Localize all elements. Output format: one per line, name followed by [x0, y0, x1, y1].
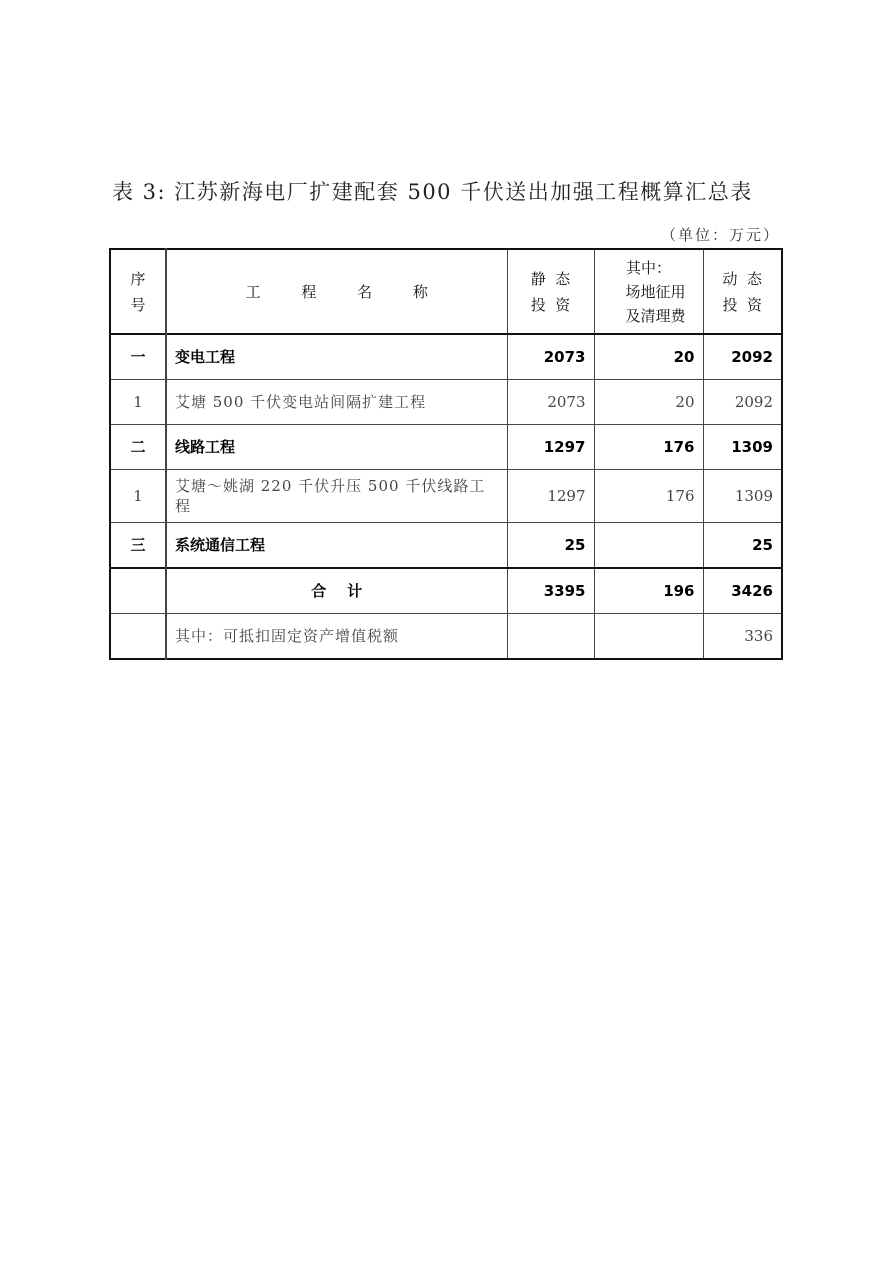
- row-seq: 1: [110, 470, 166, 523]
- row-land: 20: [594, 334, 703, 380]
- note-land: [594, 614, 703, 660]
- row-name: 系统通信工程: [166, 523, 507, 569]
- row-seq: 二: [110, 425, 166, 470]
- note-label: 其中：可抵扣固定资产增值税额: [166, 614, 507, 660]
- table-row: [110, 425, 782, 470]
- total-seq: [110, 568, 166, 614]
- table-row: [110, 334, 782, 380]
- row-land: 176: [594, 470, 703, 523]
- row-static: 1297: [507, 425, 594, 470]
- table-row: [110, 470, 782, 523]
- row-land: [594, 523, 703, 569]
- row-static: 2073: [507, 380, 594, 425]
- row-dynamic: 2092: [703, 380, 782, 425]
- table-header-row: [110, 249, 782, 334]
- total-label: 合 计: [166, 568, 507, 614]
- table-row: [110, 380, 782, 425]
- vat-note-row: [110, 614, 782, 660]
- table-title: 表 3: 江苏新海电厂扩建配套 500 千伏送出加强工程概算汇总表: [112, 180, 753, 204]
- row-static: 2073: [507, 334, 594, 380]
- row-dynamic: 25: [703, 523, 782, 569]
- header-static: 静 态 投 资: [507, 249, 594, 334]
- row-seq: 1: [110, 380, 166, 425]
- row-name: 艾塘～姚湖 220 千伏升压 500 千伏线路工程: [166, 470, 507, 523]
- row-seq: 一: [110, 334, 166, 380]
- budget-summary-table: [109, 248, 783, 660]
- total-land: 196: [594, 568, 703, 614]
- note-seq: [110, 614, 166, 660]
- row-static: 25: [507, 523, 594, 569]
- row-land: 20: [594, 380, 703, 425]
- row-dynamic: 1309: [703, 470, 782, 523]
- row-name: 艾塘 500 千伏变电站间隔扩建工程: [166, 380, 507, 425]
- row-seq: 三: [110, 523, 166, 569]
- header-name: 工 程 名 称: [166, 249, 507, 334]
- row-dynamic: 1309: [703, 425, 782, 470]
- header-land: 其中： 场地征用 及清理费: [594, 249, 703, 334]
- total-dynamic: 3426: [703, 568, 782, 614]
- row-name: 变电工程: [166, 334, 507, 380]
- row-name: 线路工程: [166, 425, 507, 470]
- header-seq: 序 号: [110, 249, 166, 334]
- note-static: [507, 614, 594, 660]
- header-dynamic: 动 态 投 资: [703, 249, 782, 334]
- total-static: 3395: [507, 568, 594, 614]
- unit-label: （单位：万元）: [660, 226, 780, 244]
- note-dynamic: 336: [703, 614, 782, 660]
- row-dynamic: 2092: [703, 334, 782, 380]
- row-land: 176: [594, 425, 703, 470]
- total-row: [110, 568, 782, 614]
- table-row: [110, 523, 782, 569]
- row-static: 1297: [507, 470, 594, 523]
